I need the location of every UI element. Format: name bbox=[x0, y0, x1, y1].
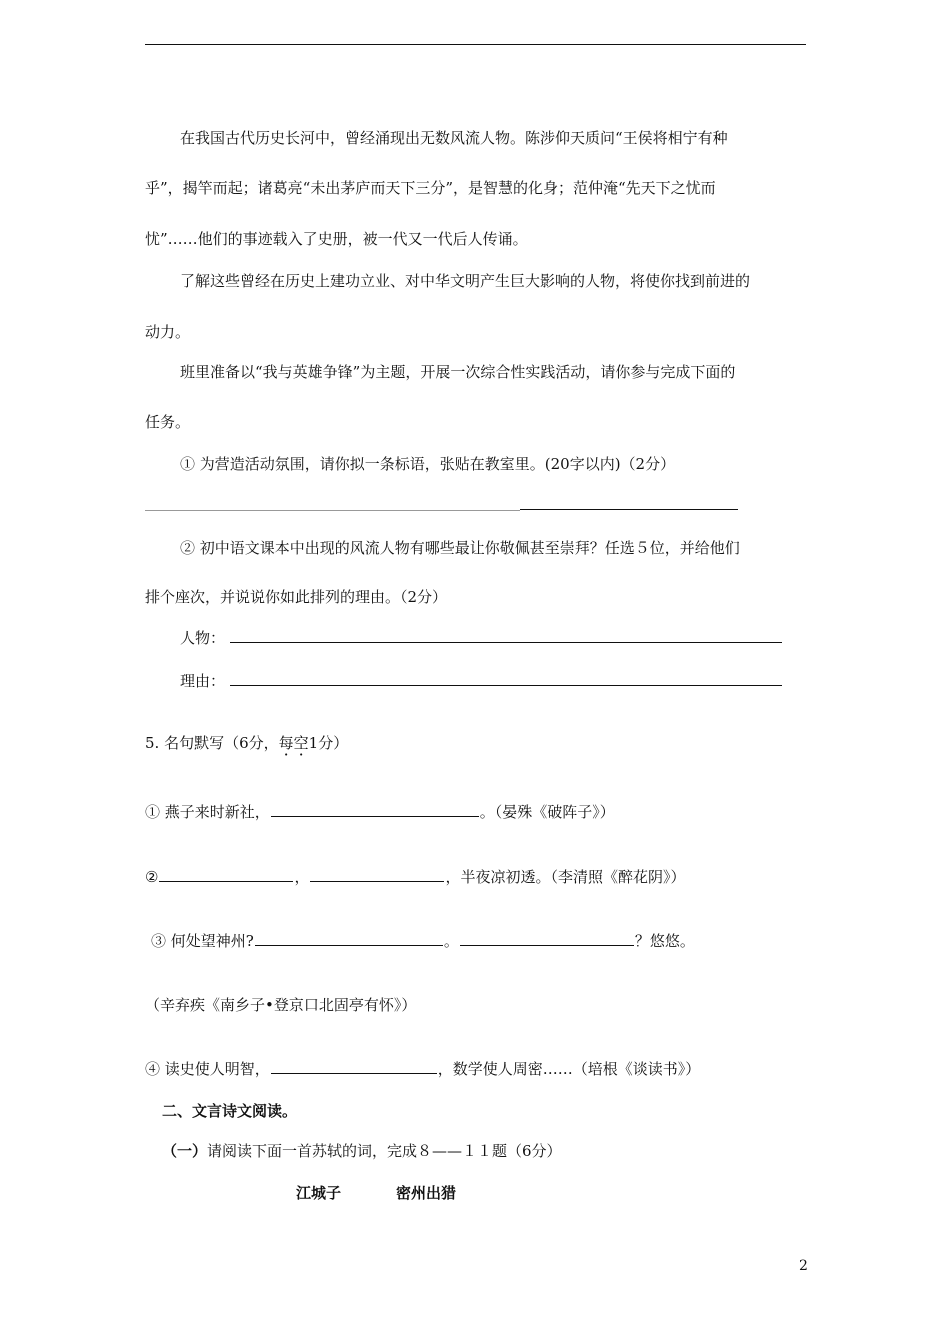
intro-paragraph-1-line-1: 在我国古代历史长河中，曾经涌现出无数风流人物。陈涉仰天质问“王侯将相宁有种 bbox=[180, 129, 728, 147]
q5-item-3-blank-2[interactable] bbox=[460, 930, 634, 946]
intro-paragraph-1-line-3: 忧”……他们的事迹载入了史册，被一代又一代后人传诵。 bbox=[145, 230, 528, 248]
section-2-heading: 二、文言诗文阅读。 bbox=[162, 1102, 298, 1120]
poem-subtitle: 密州出猎 bbox=[396, 1184, 457, 1202]
q5-item-3-source: （辛弃疾《南乡子•登京口北固亭有怀》） bbox=[145, 996, 417, 1014]
slogan-answer-line[interactable] bbox=[520, 509, 738, 510]
intro-paragraph-1-line-2: 乎”，揭竿而起；诸葛亮“未出茅庐而天下三分”，是智慧的化身；范仲淹“先天下之忧而 bbox=[145, 179, 716, 197]
intro-paragraph-2-line-2: 动力。 bbox=[145, 323, 191, 341]
task-2-prompt-line-2: 排个座次，并说说你如此排列的理由。（2分） bbox=[145, 588, 448, 606]
task-1-prompt: ① 为营造活动氛围，请你拟一条标语，张贴在教室里。(20字以内)（2分） bbox=[180, 455, 676, 473]
intro-paragraph-2-line-1: 了解这些曾经在历史上建功立业、对中华文明产生巨大影响的人物，将使你找到前进的 bbox=[180, 272, 751, 290]
reason-label: 理由： bbox=[180, 672, 226, 690]
people-answer-line[interactable] bbox=[230, 642, 782, 643]
intro-paragraph-3-line-1: 班里准备以“我与英雄争锋”为主题，开展一次综合性实践活动，请你参与完成下面的 bbox=[180, 363, 736, 381]
q5-item-2: ② ， ，半夜凉初透。（李清照《醉花阴》） bbox=[145, 868, 686, 886]
q5-item-1-blank[interactable] bbox=[271, 801, 479, 817]
q5-item-3-blank-1[interactable] bbox=[255, 930, 443, 946]
q5-item-1: ① 燕子来时新社， 。（晏殊《破阵子》） bbox=[145, 803, 615, 821]
reason-answer-line[interactable] bbox=[230, 685, 782, 686]
section-2-subheading: （一）请阅读下面一首苏轼的词，完成８——１１题（6分） bbox=[162, 1142, 562, 1160]
header-rule bbox=[145, 44, 806, 45]
slogan-answer-line-light[interactable] bbox=[145, 510, 520, 511]
people-label: 人物： bbox=[180, 629, 226, 647]
q5-item-4-blank[interactable] bbox=[271, 1058, 437, 1074]
task-2-prompt-line-1: ② 初中语文课本中出现的风流人物有哪些最让你敬佩甚至崇拜？任选５位，并给他们 bbox=[180, 539, 740, 557]
poem-title: 江城子 bbox=[296, 1184, 342, 1202]
q5-item-4: ④ 读史使人明智， ，数学使人周密……（培根《谈读书》） bbox=[145, 1060, 701, 1078]
intro-paragraph-3-line-2: 任务。 bbox=[145, 413, 191, 431]
q5-item-2-blank-2[interactable] bbox=[310, 866, 444, 882]
q5-item-2-blank-1[interactable] bbox=[159, 866, 293, 882]
q5-item-3: ③ 何处望神州? 。 ？悠悠。 bbox=[151, 932, 695, 950]
page-number: 2 bbox=[799, 1258, 808, 1274]
question-5-title: 5. 名句默写（6分，每空1分） bbox=[145, 734, 349, 752]
